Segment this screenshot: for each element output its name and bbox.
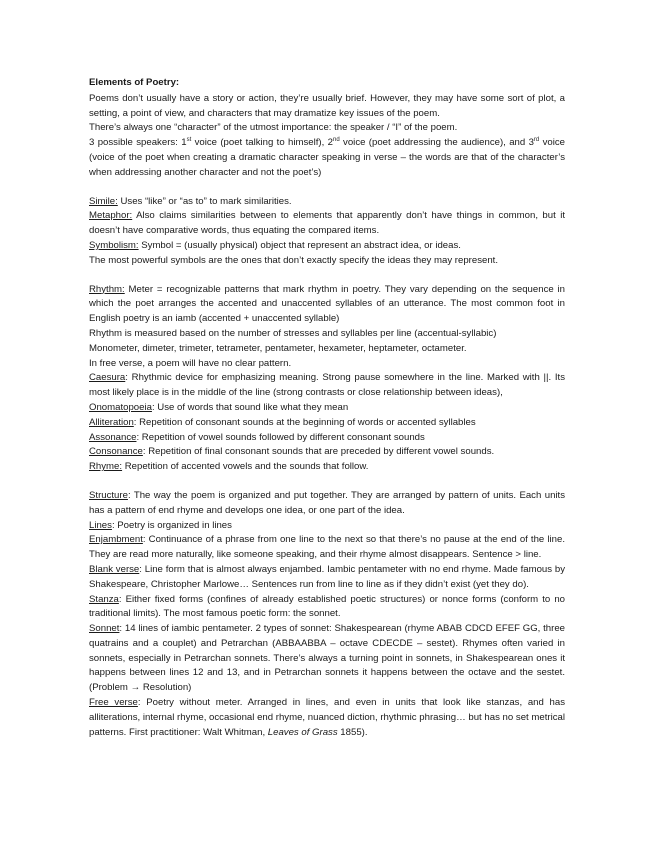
rhyme-term: Rhyme:	[89, 461, 123, 473]
onomatopoeia-definition: : Use of words that sound like what they mean	[151, 401, 349, 413]
stanza-term: Stanza	[89, 593, 119, 605]
sonnet-entry	[89, 622, 565, 696]
section-gap	[89, 475, 565, 489]
speakers-text-b: voice (poet talking to himself), 2	[191, 137, 333, 149]
speakers-text-a: 3 possible speakers: 1	[89, 137, 187, 149]
rhyme-entry	[89, 460, 565, 475]
stanza-definition: : Either fixed forms (confines of already established poetic structures) or nonce forms (conform to no traditional limits). The most famous poetic form: the sonnet.	[89, 593, 565, 620]
sonnet-definition: : 14 lines of iambic pentameter. 2 types of sonnet: Shakespearean (rhyme ABAB CDCD EFEF GG, three quatrains and a couplet) and Petrarchan (ABBAABBA – octave CDECDE – sestet). Rhymes often varied in sonnets, especially in Petrarchan sonnets. There’s always a turning point in sonnets, in Shakespearean ones it happens between lines 12 and 13, and in Petrarchan sonnets it happens between the octave and the sestet. (Problem → Resolution)	[89, 623, 565, 694]
symbolism-note: The most powerful symbols are the ones that don’t exactly specify the ideas they may represent.	[89, 254, 499, 266]
enjambment-entry	[89, 533, 565, 563]
symbolism-entry	[89, 239, 565, 254]
blank-verse-term: Blank verse	[89, 563, 140, 575]
lines-definition: : Poetry is organized in lines	[111, 519, 232, 531]
ordinal-first: st	[186, 137, 192, 143]
metaphor-entry	[89, 209, 565, 239]
alliteration-term: Alliteration	[89, 416, 134, 428]
rhythm-definition: Meter = recognizable patterns that mark rhythm in poetry. They vary depending on the sequence in which the poet arranges the accented and unaccented syllables of an utterance. The most common foot in English poetry is an iamb (accented + unaccented syllable)	[89, 283, 565, 325]
metaphor-term: Metaphor:	[89, 210, 133, 222]
alliteration-definition: : Repetition of consonant sounds at the beginning of words or accented syllables	[133, 416, 476, 428]
rhythm-free-verse: In free verse, a poem will have no clear pattern.	[89, 357, 292, 369]
rhythm-meters: Monometer, dimeter, trimeter, tetrameter, pentameter, hexameter, heptameter, octameter.	[89, 342, 467, 354]
blank-verse-definition: : Line form that is almost always enjambed. Iambic pentameter with no end rhyme. Made famous by Shakespeare, Christopher Marlowe… Sentences run from line to line as if they didn’t exist (yet they do).	[89, 563, 566, 590]
symbolism-definition: Symbol = (usually physical) object that represent an abstract idea, or ideas.	[138, 239, 461, 251]
caesura-term: Caesura	[89, 372, 126, 384]
sonnet-term: Sonnet	[89, 623, 120, 635]
page-title: Elements of Poetry:	[89, 77, 180, 88]
speakers-text-c: voice (poet addressing the audience), and 3	[339, 137, 534, 149]
stanza-entry	[89, 593, 565, 623]
assonance-definition: : Repetition of vowel sounds followed by different consonant sounds	[136, 431, 425, 443]
free-verse-term: Free verse	[89, 697, 138, 709]
ordinal-third: rd	[533, 137, 540, 143]
free-verse-definition: : Poetry without meter. Arranged in lines, and even in units that look like stanzas, and has alliterations, internal rhyme, occasional end rhyme, nuanced diction, rhythmic phrasing… but has no set metrical patterns. First practitioner: Walt Whitman,	[89, 697, 565, 738]
assonance-entry	[89, 431, 565, 446]
consonance-entry	[89, 445, 565, 460]
alliteration-entry	[89, 416, 565, 431]
lines-term: Lines	[89, 519, 112, 531]
lines-entry	[89, 519, 565, 534]
simile-entry	[89, 195, 565, 210]
rhythm-measure: Rhythm is measured based on the number of stresses and syllables per line (accentual-syllabic)	[89, 327, 497, 339]
caesura-definition: : Rhythmic device for emphasizing meaning. Strong pause somewhere in the line. Marked with ||. Its most likely place is in the middle of the line (strong contrasts or close relationship between ideas),	[89, 372, 565, 399]
free-verse-entry	[89, 696, 565, 740]
section-gap	[89, 181, 565, 195]
rhythm-term: Rhythm:	[89, 283, 125, 295]
ordinal-second: nd	[333, 137, 340, 143]
free-verse-year: 1855).	[337, 726, 368, 738]
metaphor-definition: Also claims similarities between to elements that apparently don’t have things in common, but it doesn’t have comparative words, thus equating the compared items.	[89, 210, 565, 237]
symbolism-term: Symbolism:	[89, 239, 139, 251]
intro-speaker-line: There’s always one “character” of the utmost importance: the speaker / “I” of the poem.	[89, 122, 458, 134]
assonance-term: Assonance	[89, 431, 137, 443]
consonance-definition: : Repetition of final consonant sounds that are preceded by different vowel sounds.	[142, 446, 495, 458]
intro-speakers-paragraph	[89, 136, 565, 180]
enjambment-definition: : Continuance of a phrase from one line to the next so that there’s no pause at the end of the line. They are read more naturally, like someone speaking, and their rhyme almost disappears. Sentence > line.	[89, 534, 565, 561]
structure-term: Structure	[89, 489, 128, 501]
book-title: Leaves of Grass	[267, 726, 338, 738]
intro-paragraph: Poems don’t usually have a story or action, they’re usually brief. However, they may have some sort of plot, a setting, a point of view, and characters that may dramatize key issues of the poem.	[89, 92, 565, 119]
onomatopoeia-term: Onomatopoeia	[89, 401, 152, 413]
consonance-term: Consonance	[89, 446, 143, 458]
rhythm-entry	[89, 283, 565, 327]
speakers-text-d: voice (voice of the poet when creating a dramatic character speaking in verse – the words are that of the character’s when addressing another character and not the poet’s)	[89, 137, 566, 178]
simile-definition: Uses “like” or “as to” to mark similarities.	[117, 195, 292, 207]
structure-definition: : The way the poem is organized and put together. They are arranged by pattern of units. Each units has a pattern of end rhyme and develops one idea, or one part of the idea.	[89, 489, 565, 516]
caesura-entry	[89, 371, 565, 401]
structure-entry	[89, 489, 565, 519]
rhyme-definition: Repetition of accented vowels and the sounds that follow.	[122, 461, 369, 473]
enjambment-term: Enjambment	[89, 534, 143, 546]
onomatopoeia-entry	[89, 401, 565, 416]
blank-verse-entry	[89, 563, 565, 593]
document-page	[89, 76, 565, 740]
section-gap	[89, 269, 565, 283]
simile-term: Simile:	[89, 195, 118, 207]
